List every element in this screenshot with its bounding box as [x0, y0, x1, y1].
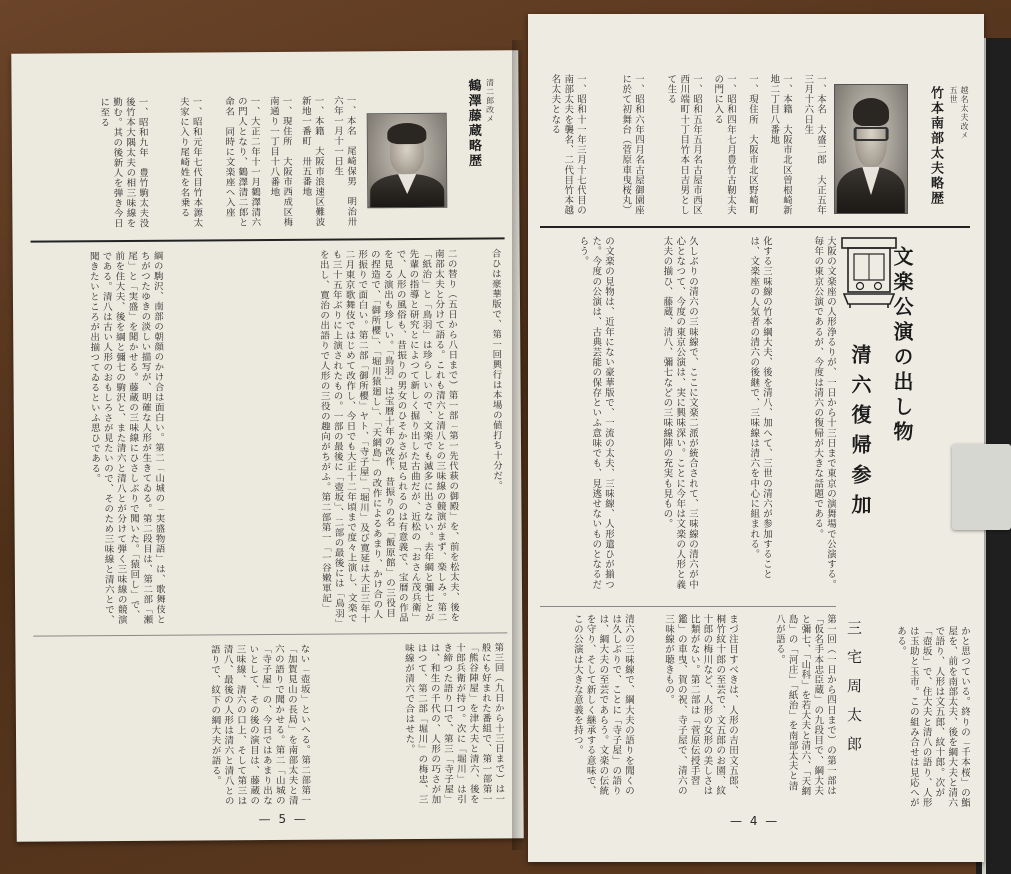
body-column: 久しぶりの清六の三味線で、ここに文楽二派が統合されて、三味線の清六が中心となつて、今度の東京公演は、実に興味深い。ことに今年は文楽の人形と義太夫の揃ひ、藤蔵、清八、彌七などの三味線陣の充実も見もの。 — [661, 236, 698, 590]
body-column: かと思つている。終りの「千本桜」の鮨屋を、前を南部太夫、後を綱大夫と清六で語り、人形は文五郎、紋十郎。次が「壺坂」で、住大夫と清八の語り、人形は玉助と玉市。この組み合せは見応へがある。 — [895, 626, 970, 808]
bio-subtitle: 越名太夫改メ 五世 — [949, 86, 969, 149]
bio-item: 一、昭和六年四月名古屋御園座に於て初舞台（菅原車曳桜丸） — [620, 74, 644, 216]
bookmark-tab — [952, 444, 1011, 530]
bio-item: 一、昭和四年七月豊竹古靭太夫の門に入る — [712, 74, 736, 216]
body-column: 化する三味線の竹本綱大夫、後を清八、加へて、三世の清六が参加することは、文楽座の人気者の清六の後継で、三味線は清六を中心に組まれる。 — [748, 236, 772, 580]
body-column: 清六の三味線で、綱大夫の語りを聞くのは久しぶりで、ことに「寺子屋」の語りは、綱大夫の至芸であらう。文楽の伝統を守り、そして新しく継承する意味で、この公演は大きな意義を持つ。 — [571, 614, 634, 796]
body-column: 綱の駒沢、南部の朝顔のかけ合は面白い。第二「山城の「実盛物語」は、歌舞伎とちがつたゆきの淡しい描写が、明確な人形が生きてゐる。第二段目は、第二部「瀬尾」と「実盛」を聞かせる。藤蔵の三味線にひさしぶりで聞いた。「猿回し」で、前を住大夫、後を綱と彌七の駒沢と、また清六と清八とが分けて弾く三味線の競演である。清八は古い人形のおもしろさが見たいので、そのため三味線と清六とで、聞きたいところが出揃つてゐるといふ思ひである。 — [87, 250, 166, 625]
bio-item: 一、昭和元年七代目竹本源太夫家に入り尾崎姓を名乗る — [177, 96, 203, 228]
bio-item: 一、本籍 大阪市北区曽根崎新地二丁目八番地 — [768, 74, 792, 216]
body-column: 合ひは豪華版で、第一回興行は本場の値打ち十分だ。 — [489, 248, 503, 491]
article-subtitle: 清六復帰参加 — [848, 344, 872, 524]
portrait-photo-minamibe — [834, 84, 908, 214]
body-column: 大阪の文楽座の人形浄るりが、一日から十三日まで東京の演舞場で公演する。毎年の東京公演であるが、今度は清六の復帰が大きな話題である。 — [812, 236, 836, 590]
body-column: 第三回（九日から十三日まで）は一般にも好まれた番組で、第一部第一「熊谷陣屋」を津大夫と清六、後を十郎兵衛が持つ。次に「堀川」は引き締つた語り口で、第三「寺子屋」は、和生の千代の、人形の巧さが加はつて、第二部「堀川」の梅忠、三味線が清六で合はせた。 — [402, 642, 505, 805]
page-number: — 4 — — [730, 814, 780, 828]
bio-item: 一、昭和十一年三月十七代目の南部太夫を襲名、二代目竹本越名太夫となる — [549, 74, 586, 216]
article-title: 文楽公演の出し物 — [890, 246, 914, 446]
bio-item: 一、本名 尾崎保男 明治卅六年一月十一日生 — [331, 95, 357, 227]
bio-item: 一、昭和五年五月名古屋市西区西川端町十丁目竹本日吉男として生る — [665, 74, 702, 216]
bio-item: 一、現住所 大阪市西成区梅南通り一丁目十八番地 — [267, 95, 293, 228]
bio-item: 一、本名 大盛二郎 大正五年三月十六日生 — [802, 74, 826, 216]
mid-rule — [33, 632, 507, 636]
body-column: ない「壺坂」といへる。第二部第一「加賀見山の長局」を南部太夫と清六の語りで聞かせる。第二「山城の「寺子屋」の、今日ではあまり出ないとして、その後の演目は、藤蔵の三味線、清六の口上、そして第三は清八、最後の人形は清六と清八との語りで、紋下の綱大夫が語る。 — [208, 643, 311, 806]
body-column: まづ注目すべきは、人形の吉田文五郎、桐竹紋十郎の至芸で、文五郎のお園、紋十郎の梅川など、人形の女形の美しさは比類がない。第二部は「菅原伝授手習鑑」の車曳、賀の祝、寺子屋で、清六の三味線が聴きもの。 — [663, 614, 738, 796]
left-page — [11, 50, 523, 842]
right-page — [528, 14, 984, 862]
bio-title: 竹本南部太夫略歴 — [928, 86, 943, 206]
article-author: 三宅周太郎 — [845, 620, 863, 765]
bio-item: 一、昭和九年 豊竹駒太夫没後竹本大隅太夫の相三味線を勤む。其の後新人を弾き今日に至る — [98, 96, 149, 229]
page-number: — 5 — — [258, 811, 308, 827]
body-column: 第一回（一日から四日まで）の第一部は「仮名手本忠臣蔵」の九段目で、綱大夫と彌七、「山科」を若大夫と清六、「天網島」の「河庄」「紙治」を南部太夫と清八が語る。 — [773, 614, 836, 797]
body-column: の文楽の見物は、近年にない豪華版で、一流の太夫、三味線、人形遣ひが揃つた。今度の公演は、古典芸能の保存といふ意味でも、見逃せないものとなるだらう。 — [577, 236, 614, 590]
bio-item: 一、本籍 大阪市浪速区難波新地一番町 卅五番地 — [299, 95, 325, 227]
header-rule — [31, 237, 505, 242]
mid-rule — [540, 606, 836, 607]
bio-item: 一、大正二年十一月鶴澤清六の門人となり、鶴澤清二郎と命名 同時に文楽座へ入座 — [222, 96, 261, 228]
bio-title: 鶴澤藤蔵略歴 — [465, 78, 482, 169]
bio-item: 一、現住所 大阪市北区野崎町 — [747, 74, 758, 216]
header-rule — [540, 226, 970, 228]
bio-subtitle: 清二郎改メ — [485, 78, 495, 124]
portrait-photo-tsuruzawa — [367, 113, 448, 209]
body-column: 二の替り（五日から八日まで）第一部「第一先代萩の御殿」を、前を松太夫、後を南部太夫と分けて語る。これも清六と清八との三味線の競演がまず、楽しみ。第二「紙治」と「鳥羽」は珍らしいので、文楽でも滅多に出さない。去年綱と彌七とが先輩の指導と研究とによつて新しく掘り出した古曲だが、近松の「おさん茂兵衛」で、人形の風俗も、昔振りの男女のひそかさが見られるのは有意義で、宝暦の作品を見る演出も珍しい。「鳥羽」は宝暦十年の改作、昔振りの名「飯原館」の三役目の捏造で、「御所櫻」、「堀川猿廻し」、「天網島」の改作によるあまり、かけ合の人形振りで面白い。第二部「御所櫻」ヤト、「寺子屋」「堀川」及び寛延は大正三年十二月東京歌舞伎ではじめて改作し、今日でも大正十二年頃まで度々上演し、文楽でも三十五年ぶりに上演されたもの。一部の最後に「壺坂」、二部の最後には「鳥羽」を出し、寛治の出語りで人形の三役の趣向がちがふ。第二部第一「一谷嫩軍記」 — [317, 248, 460, 624]
